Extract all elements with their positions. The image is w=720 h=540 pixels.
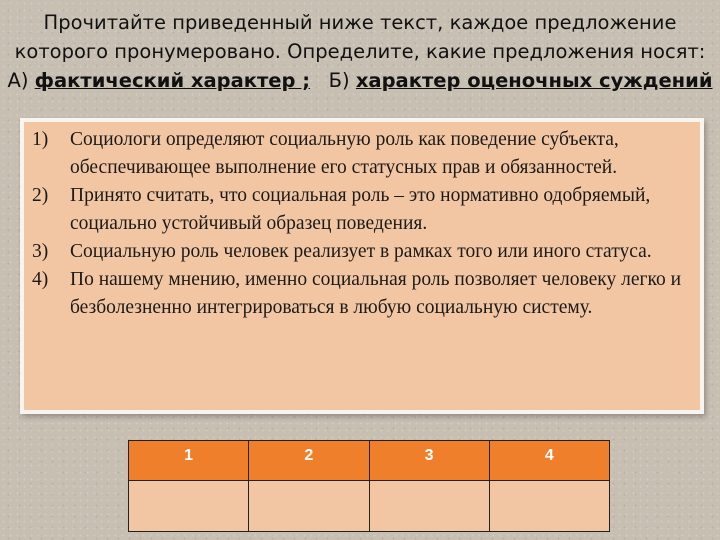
sentence-number: 2) — [32, 185, 49, 206]
answer-row — [129, 481, 610, 532]
sentences-card — [20, 118, 704, 414]
sentence-text: Социальную роль человек реализует в рамках того или иного статуса. — [70, 241, 652, 262]
heading-line-1: Прочитайте приведенный ниже текст, каждое предложение — [43, 11, 677, 34]
header-cell-3: 3 — [369, 441, 489, 481]
sentence-item — [32, 182, 692, 238]
answer-table-header — [129, 441, 610, 481]
sentence-item — [32, 266, 692, 322]
answer-cell-3[interactable] — [369, 481, 489, 532]
header-cell-1: 1 — [129, 441, 249, 481]
heading-options — [0, 66, 720, 95]
sentence-number: 1) — [32, 129, 49, 150]
header-cell-4: 4 — [489, 441, 609, 481]
sentence-text: По нашему мнению, именно социальная роль позволяет человеку легко и безболезненно интегрироваться в любую социальную систему. — [70, 269, 682, 318]
sentence-text: Социологи определяют социальную роль как поведение субъекта, обеспечивающее выполнение его статусных прав и обязанностей. — [70, 129, 619, 178]
answer-cell-1[interactable] — [129, 481, 249, 532]
sentence-item — [32, 126, 692, 182]
option-a-prefix: А) — [7, 69, 35, 92]
sentence-number: 4) — [32, 269, 49, 290]
answer-table — [128, 440, 610, 532]
option-a-label: фактический характер ; — [34, 69, 311, 92]
task-heading — [0, 8, 720, 95]
heading-line-2: которого пронумеровано. Определите, какие предложения носят: — [14, 40, 706, 63]
answer-cell-2[interactable] — [249, 481, 369, 532]
sentence-item — [32, 238, 692, 266]
header-cell-2: 2 — [249, 441, 369, 481]
option-b-prefix: Б) — [328, 69, 356, 92]
sentence-number: 3) — [32, 241, 49, 262]
sentences-list — [24, 122, 700, 322]
answer-cell-4[interactable] — [489, 481, 609, 532]
option-b-label: характер оценочных суждений — [355, 69, 713, 92]
sentence-text: Принято считать, что социальная роль – это нормативно одобряемый, социально устойчивый образец поведения. — [70, 185, 651, 234]
